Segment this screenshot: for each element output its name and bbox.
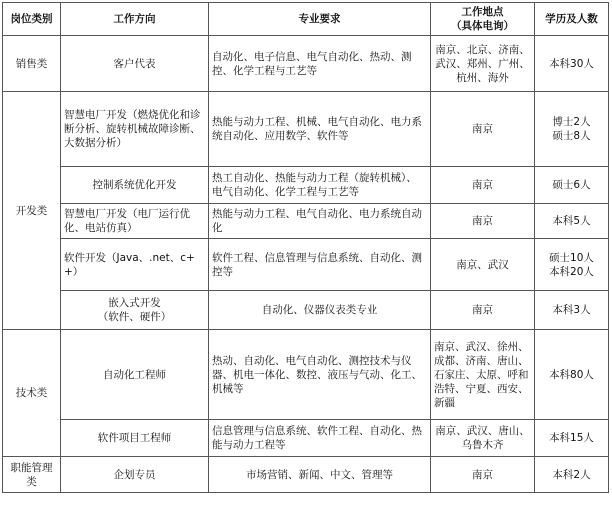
direction-cell: 智慧电厂开发（电厂运行优化、电站仿真） [61,204,209,239]
education-cell: 硕士6人 [535,167,609,204]
location-cell: 南京 [431,167,535,204]
category-technical: 技术类 [3,330,61,457]
education-line: 本科20人 [549,265,594,278]
education-cell: 本科80人 [535,330,609,420]
header-row [3,3,609,36]
requirements-cell: 热工自动化、热能与动力工程（旋转机械）、电气自动化、化学工程与工艺等 [209,167,431,204]
recruitment-table [2,2,609,493]
direction-cell: 客户代表 [61,36,209,92]
education-cell: 本科5人 [535,204,609,239]
requirements-cell: 热动、自动化、电气自动化、测控技术与仪器、机电一体化、数控、液压与气动、化工、机械等 [209,330,431,420]
header-category: 岗位类别 [3,3,61,36]
direction-line: 嵌入式开发 [108,297,161,309]
direction-cell: 软件开发（Java、.net、c++） [61,239,209,291]
education-line: 博士2人 [552,116,591,128]
header-requirements: 专业要求 [209,3,431,36]
location-cell: 南京、武汉、唐山、乌鲁木齐 [431,420,535,457]
location-cell: 南京、武汉、徐州、成都、济南、唐山、石家庄、太原、呼和浩特、宁夏、西安、新疆 [431,330,535,420]
direction-cell: 自动化工程师 [61,330,209,420]
header-location [431,3,535,36]
location-cell: 南京、武汉 [431,239,535,291]
education-cell: 本科30人 [535,36,609,92]
requirements-cell: 信息管理与信息系统、软件工程、自动化、热能与动力工程等 [209,420,431,457]
requirements-cell: 自动化、仪器仪表类专业 [209,291,431,330]
category-management: 职能管理类 [3,457,61,493]
table-row [3,167,609,204]
direction-cell: 企划专员 [61,457,209,493]
requirements-cell: 热能与动力工程、机械、电气自动化、电力系统自动化、应用数学、软件等 [209,92,431,167]
location-cell: 南京 [431,204,535,239]
education-line: 硕士8人 [552,130,591,142]
location-cell: 南京 [431,291,535,330]
table-row [3,239,609,291]
location-cell: 南京、北京、济南、武汉、郑州、广州、杭州、海外 [431,36,535,92]
direction-cell: 软件项目工程师 [61,420,209,457]
header-direction: 工作方向 [61,3,209,36]
header-location-line1: 工作地点 [461,6,504,18]
education-cell [535,239,609,291]
category-sales: 销售类 [3,36,61,92]
location-cell: 南京 [431,92,535,167]
education-cell: 本科2人 [535,457,609,493]
table-row [3,420,609,457]
header-education: 学历及人数 [535,3,609,36]
table-row [3,36,609,92]
requirements-cell: 市场营销、新闻、中文、管理等 [209,457,431,493]
location-cell: 南京 [431,457,535,493]
category-development: 开发类 [3,92,61,330]
table-row [3,92,609,167]
direction-cell [61,291,209,330]
table-row [3,204,609,239]
education-cell: 本科3人 [535,291,609,330]
education-cell [535,92,609,167]
direction-cell: 智慧电厂开发（燃烧优化和诊断分析、旋转机械故障诊断、大数据分析） [61,92,209,167]
requirements-cell: 自动化、电子信息、电气自动化、热动、测控、化学工程与工艺等 [209,36,431,92]
table-row [3,330,609,420]
requirements-cell: 热能与动力工程、电气自动化、电力系统自动化 [209,204,431,239]
header-location-line2: （具体电询） [451,20,514,32]
requirements-cell: 软件工程、信息管理与信息系统、自动化、测控等 [209,239,431,291]
education-cell: 本科15人 [535,420,609,457]
direction-line: （软件、硬件） [97,311,172,323]
table-row [3,291,609,330]
education-line: 硕士10人 [549,251,594,264]
direction-cell: 控制系统优化开发 [61,167,209,204]
table-row [3,457,609,493]
